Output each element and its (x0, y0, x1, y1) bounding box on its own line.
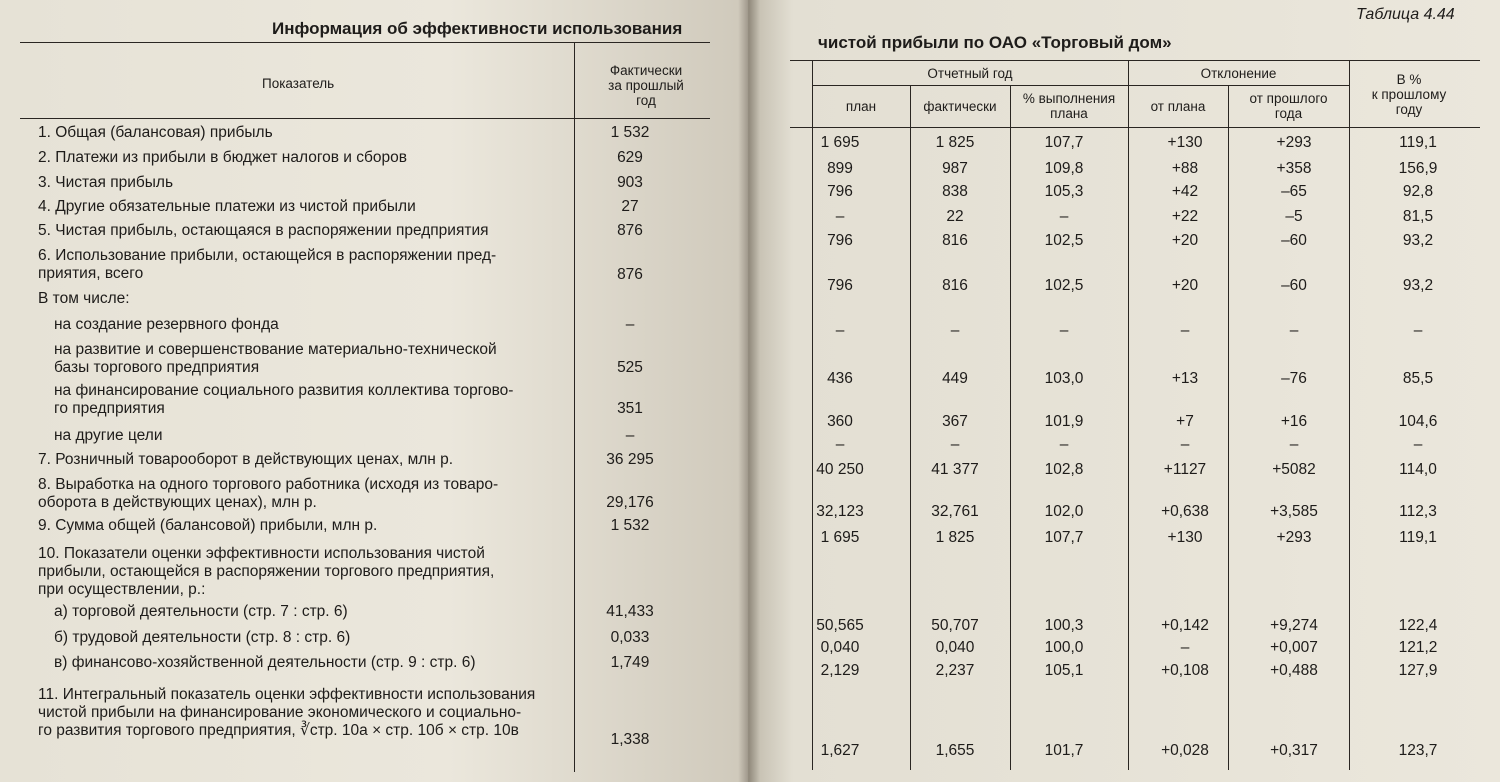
actual-value: 22 (946, 208, 964, 225)
plan-value: 2,129 (820, 662, 860, 679)
dev-prev-value: +0,317 (1270, 742, 1318, 759)
actual-prev-value: 41,433 (606, 603, 654, 620)
dev-plan-value: +0,638 (1161, 503, 1209, 520)
pct-prev-value: 119,1 (1399, 134, 1437, 151)
hdr-line: году (1395, 102, 1423, 117)
indicator-label: 1. Общая (балансовая) прибыль (38, 124, 273, 141)
actual-value: 816 (942, 277, 968, 294)
pct-plan-value: 105,1 (1044, 662, 1084, 679)
pct-prev-value: 121,2 (1398, 639, 1438, 656)
right-col-divider-2 (1010, 85, 1011, 770)
dev-plan-value: +130 (1167, 529, 1203, 546)
actual-prev-value: 1 532 (610, 517, 650, 534)
plan-value: – (835, 322, 845, 339)
dev-prev-value: –5 (1285, 208, 1303, 225)
dev-plan-value: +0,028 (1161, 742, 1209, 759)
actual-value: 1 825 (935, 134, 975, 151)
dev-plan-value: – (1180, 322, 1190, 339)
actual-value: 0,040 (935, 639, 975, 656)
pct-plan-value: 107,7 (1044, 134, 1084, 151)
indicator-label: 11. Интегральный показатель оценки эффективности использования (38, 686, 536, 703)
indicator-label: чистой прибыли на финансирование экономического и социально- (38, 704, 522, 721)
left-col-divider (574, 42, 575, 772)
indicator-label: В том числе: (38, 290, 130, 307)
actual-prev-value: 876 (617, 222, 643, 239)
actual-prev-value: – (625, 427, 635, 444)
indicator-label: на развитие и совершенствование материально-технической (54, 341, 497, 358)
indicator-label: 5. Чистая прибыль, остающаяся в распоряжении предприятия (38, 222, 489, 239)
hdr-line: за прошлый (608, 78, 684, 93)
actual-prev-value: 629 (617, 149, 643, 166)
hdr-line: Фактически (609, 63, 683, 78)
right-rule-group (812, 85, 1349, 86)
actual-value: 50,707 (931, 617, 979, 634)
left-rule-top (20, 42, 710, 43)
plan-value: 50,565 (816, 617, 864, 634)
right-rule-header (790, 127, 1480, 128)
left-col-actual-prev (590, 63, 702, 108)
indicator-label: при осуществлении, р.: (38, 581, 206, 598)
pct-plan-value: 102,5 (1044, 277, 1084, 294)
hdr-deviation: Отклонение (1200, 66, 1277, 81)
indicator-label: базы торгового предприятия (54, 359, 260, 376)
dev-plan-value: +20 (1171, 232, 1199, 249)
pct-plan-value: – (1059, 322, 1069, 339)
actual-value: 41 377 (931, 461, 979, 478)
hdr-line: В % (1396, 72, 1422, 87)
hdr-pct-prev (1349, 72, 1469, 117)
dev-prev-value: –65 (1281, 183, 1307, 200)
right-rule-top (790, 60, 1480, 61)
plan-value: 796 (827, 183, 853, 200)
pct-prev-value: 104,6 (1398, 413, 1438, 430)
dev-prev-value: +5082 (1272, 461, 1316, 478)
plan-value: 436 (827, 370, 853, 387)
actual-prev-value: 0,033 (610, 629, 650, 646)
plan-value: – (835, 436, 845, 453)
hdr-reporting-year: Отчетный год (927, 66, 1013, 81)
pct-prev-value: 123,7 (1398, 742, 1438, 759)
hdr-line: плана (1050, 106, 1088, 121)
pct-plan-value: 103,0 (1044, 370, 1084, 387)
actual-value: 1 825 (935, 529, 975, 546)
dev-prev-value: +293 (1276, 529, 1312, 546)
indicator-label: го предприятия (54, 400, 165, 417)
pct-prev-value: – (1413, 322, 1423, 339)
actual-value: – (950, 322, 960, 339)
pct-prev-value: 93,2 (1402, 277, 1434, 294)
dev-plan-value: +0,108 (1161, 662, 1209, 679)
indicator-label: а) торговой деятельности (стр. 7 : стр. 6) (54, 603, 348, 620)
plan-value: 1 695 (820, 529, 860, 546)
hdr-actual: фактически (923, 99, 997, 114)
pct-plan-value: 100,3 (1044, 617, 1084, 634)
pct-prev-value: – (1413, 436, 1423, 453)
pct-plan-value: 102,5 (1044, 232, 1084, 249)
plan-value: 40 250 (816, 461, 864, 478)
dev-prev-value: +358 (1276, 160, 1312, 177)
actual-prev-value: – (625, 316, 635, 333)
actual-prev-value: 525 (617, 359, 643, 376)
left-rule-header (20, 118, 710, 119)
pct-plan-value: – (1059, 436, 1069, 453)
pct-plan-value: – (1059, 208, 1069, 225)
indicator-label: 8. Выработка на одного торгового работника (исходя из товаро- (38, 476, 499, 493)
hdr-pct-plan (1010, 91, 1128, 121)
actual-value: 449 (942, 370, 968, 387)
actual-prev-value: 876 (617, 266, 643, 283)
pct-prev-value: 114,0 (1399, 461, 1437, 478)
pct-plan-value: 100,0 (1044, 639, 1084, 656)
hdr-dev-plan: от плана (1150, 99, 1206, 114)
hdr-dev-prev (1228, 91, 1349, 121)
dev-prev-value: +0,007 (1270, 639, 1318, 656)
indicator-label: 4. Другие обязательные платежи из чистой прибыли (38, 198, 416, 215)
indicator-label: 7. Розничный товарооборот в действующих ценах, млн р. (38, 451, 454, 468)
actual-prev-value: 903 (617, 174, 643, 191)
actual-value: – (950, 436, 960, 453)
pct-prev-value: 112,3 (1399, 503, 1437, 520)
plan-value: 899 (827, 160, 853, 177)
hdr-line: к прошлому (1371, 87, 1447, 102)
plan-value: 1 695 (820, 134, 860, 151)
plan-value: 360 (827, 413, 853, 430)
dev-prev-value: +3,585 (1270, 503, 1318, 520)
plan-value: 32,123 (816, 503, 864, 520)
pct-plan-value: 109,8 (1044, 160, 1084, 177)
dev-prev-value: +0,488 (1270, 662, 1318, 679)
pct-prev-value: 92,8 (1402, 183, 1434, 200)
dev-prev-value: – (1289, 436, 1299, 453)
dev-prev-value: +9,274 (1270, 617, 1318, 634)
indicator-label: в) финансово-хозяйственной деятельности (стр. 9 : стр. 6) (54, 654, 476, 671)
dev-plan-value: +13 (1171, 370, 1199, 387)
hdr-line: % выполнения (1022, 91, 1116, 106)
indicator-label: на создание резервного фонда (54, 316, 279, 333)
actual-prev-value: 36 295 (606, 451, 654, 468)
pct-prev-value: 81,5 (1402, 208, 1434, 225)
dev-prev-value: –60 (1281, 232, 1307, 249)
plan-value: 796 (827, 277, 853, 294)
dev-prev-value: –76 (1281, 370, 1307, 387)
right-col-divider-3 (1128, 60, 1129, 770)
dev-prev-value: – (1289, 322, 1299, 339)
actual-prev-value: 1 532 (610, 124, 650, 141)
actual-prev-value: 27 (621, 198, 639, 215)
dev-plan-value: +130 (1167, 134, 1203, 151)
table-label: Таблица 4.44 (1356, 6, 1455, 23)
indicator-label: 10. Показатели оценки эффективности использования чистой (38, 545, 485, 562)
hdr-line: год (636, 93, 656, 108)
indicator-label: на другие цели (54, 427, 163, 444)
pct-prev-value: 93,2 (1402, 232, 1434, 249)
dev-plan-value: +42 (1171, 183, 1199, 200)
book-gutter (738, 0, 760, 782)
pct-prev-value: 122,4 (1398, 617, 1438, 634)
right-col-divider-5 (1349, 60, 1350, 770)
indicator-label: 3. Чистая прибыль (38, 174, 174, 191)
indicator-label: б) трудовой деятельности (стр. 8 : стр. 6) (54, 629, 351, 646)
dev-plan-value: +7 (1176, 413, 1194, 430)
pct-plan-value: 102,0 (1044, 503, 1084, 520)
indicator-label: го развития торгового предприятия, ∛стр. 10а × стр. 10б × стр. 10в (38, 722, 519, 739)
left-title: Информация об эффективности использования (272, 19, 683, 38)
actual-value: 816 (942, 232, 968, 249)
actual-prev-value: 351 (617, 400, 643, 417)
dev-plan-value: +88 (1171, 160, 1199, 177)
plan-value: 1,627 (820, 742, 860, 759)
hdr-plan: план (845, 99, 877, 114)
dev-prev-value: +293 (1276, 134, 1312, 151)
dev-plan-value: – (1180, 639, 1190, 656)
plan-value: 0,040 (820, 639, 860, 656)
dev-plan-value: +22 (1171, 208, 1199, 225)
actual-value: 367 (942, 413, 968, 430)
actual-value: 32,761 (931, 503, 979, 520)
dev-prev-value: –60 (1281, 277, 1307, 294)
indicator-label: прибыли, остающейся в распоряжении торгового предприятия, (38, 563, 495, 580)
pct-plan-value: 105,3 (1044, 183, 1084, 200)
actual-prev-value: 29,176 (606, 494, 654, 511)
indicator-label: на финансирование социального развития коллектива торгово- (54, 382, 514, 399)
actual-value: 1,655 (935, 742, 975, 759)
dev-prev-value: +16 (1280, 413, 1308, 430)
plan-value: – (835, 208, 845, 225)
indicator-label: 6. Использование прибыли, остающейся в распоряжении пред- (38, 247, 497, 264)
pct-prev-value: 127,9 (1398, 662, 1438, 679)
dev-plan-value: +1127 (1163, 461, 1207, 478)
actual-value: 987 (942, 160, 968, 177)
pct-prev-value: 156,9 (1398, 160, 1438, 177)
actual-prev-value: 1,749 (610, 654, 650, 671)
actual-value: 838 (942, 183, 968, 200)
pct-plan-value: 102,8 (1044, 461, 1084, 478)
right-title: чистой прибыли по ОАО «Торговый дом» (818, 33, 1172, 52)
actual-value: 2,237 (935, 662, 975, 679)
indicator-label: оборота в действующих ценах), млн р. (38, 494, 317, 511)
pct-plan-value: 101,7 (1044, 742, 1084, 759)
plan-value: 796 (827, 232, 853, 249)
dev-plan-value: +0,142 (1161, 617, 1209, 634)
actual-prev-value: 1,338 (610, 731, 650, 748)
indicator-label: приятия, всего (38, 265, 144, 282)
dev-plan-value: – (1180, 436, 1190, 453)
indicator-label: 9. Сумма общей (балансовой) прибыли, млн р. (38, 517, 378, 534)
pct-plan-value: 101,9 (1044, 413, 1084, 430)
hdr-line: года (1274, 106, 1303, 121)
indicator-label: 2. Платежи из прибыли в бюджет налогов и сборов (38, 149, 407, 166)
left-col-indicator: Показатель (262, 76, 335, 91)
pct-plan-value: 107,7 (1044, 529, 1084, 546)
dev-plan-value: +20 (1171, 277, 1199, 294)
pct-prev-value: 85,5 (1402, 370, 1434, 387)
hdr-line: от прошлого (1249, 91, 1328, 106)
pct-prev-value: 119,1 (1399, 529, 1437, 546)
